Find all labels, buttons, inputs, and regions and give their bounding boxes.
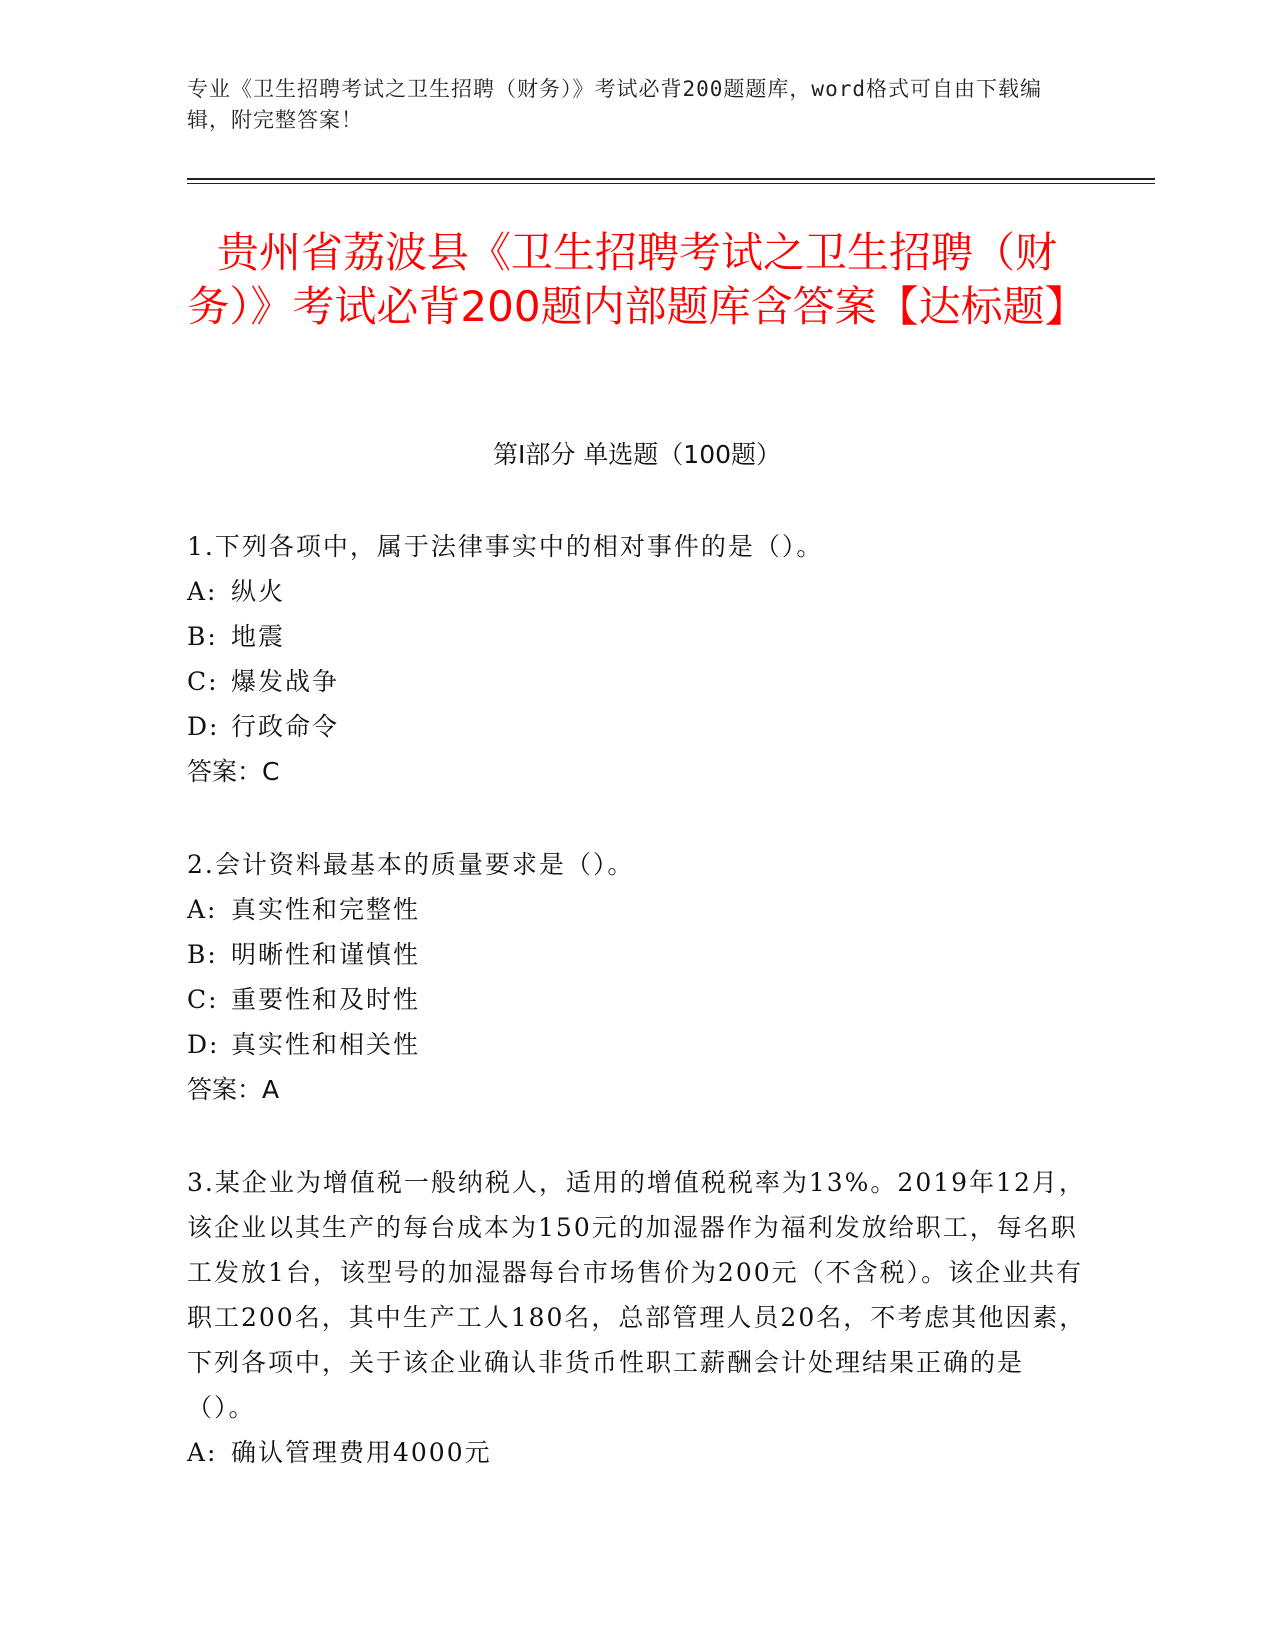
option-letter: A: <box>187 895 218 924</box>
option-text: 真实性和相关性 <box>231 1030 421 1059</box>
option-c <box>187 977 1087 1022</box>
option-letter: C: <box>187 985 219 1014</box>
option-text: 爆发战争 <box>231 667 340 696</box>
option-d <box>187 1022 1087 1067</box>
header-note: 专业《卫生招聘考试之卫生招聘（财务）》考试必背200题题库，word格式可自由下载编辑，附完整答案！ <box>187 77 1042 132</box>
option-text: 重要性和及时性 <box>231 985 421 1014</box>
question-stem: 2.会计资料最基本的质量要求是（）。 <box>187 850 635 879</box>
option-c <box>187 659 1087 704</box>
question-1 <box>187 524 1087 794</box>
question-3 <box>187 1160 1087 1475</box>
answer: 答案：C <box>187 757 280 786</box>
option-text: 行政命令 <box>231 712 340 741</box>
option-a <box>187 887 1087 932</box>
option-text: 明晰性和谨慎性 <box>231 940 421 969</box>
option-a <box>187 1430 1087 1475</box>
question-2 <box>187 842 1087 1112</box>
option-letter: B: <box>187 622 218 651</box>
option-text: 真实性和完整性 <box>231 895 421 924</box>
option-letter: A: <box>187 577 218 606</box>
header-divider-thin <box>187 183 1155 184</box>
document-title: 贵州省荔波县《卫生招聘考试之卫生招聘（财务）》考试必背200题内部题库含答案【达标题】 <box>187 228 1087 331</box>
option-text: 确认管理费用4000元 <box>231 1438 492 1467</box>
option-text: 地震 <box>231 622 286 651</box>
option-d <box>187 704 1087 749</box>
option-b <box>187 932 1087 977</box>
section-heading: 第Ⅰ部分 单选题（100题） <box>492 440 782 469</box>
option-letter: D: <box>187 712 220 741</box>
option-letter: D: <box>187 1030 220 1059</box>
option-b <box>187 614 1087 659</box>
option-letter: B: <box>187 940 218 969</box>
question-stem: 3.某企业为增值税一般纳税人，适用的增值税税率为13%。2019年12月，该企业以其生产的每台成本为150元的加湿器作为福利发放给职工，每名职工发放1台，该型号的加湿器每台市场售价为200元（不含税）。该企业共有职工200名，其中生产工人180名，总部管理人员20名，不考虑其他因素，下列各项中，关于该企业确认非货币性职工薪酬会计处理结果正确的是（）。 <box>187 1168 1087 1422</box>
question-stem: 1.下列各项中，属于法律事实中的相对事件的是（）。 <box>187 532 824 561</box>
option-text: 纵火 <box>231 577 286 606</box>
option-a <box>187 569 1087 614</box>
header-divider-thick <box>187 178 1155 180</box>
answer: 答案：A <box>187 1075 280 1104</box>
option-letter: C: <box>187 667 219 696</box>
option-letter: A: <box>187 1438 218 1467</box>
